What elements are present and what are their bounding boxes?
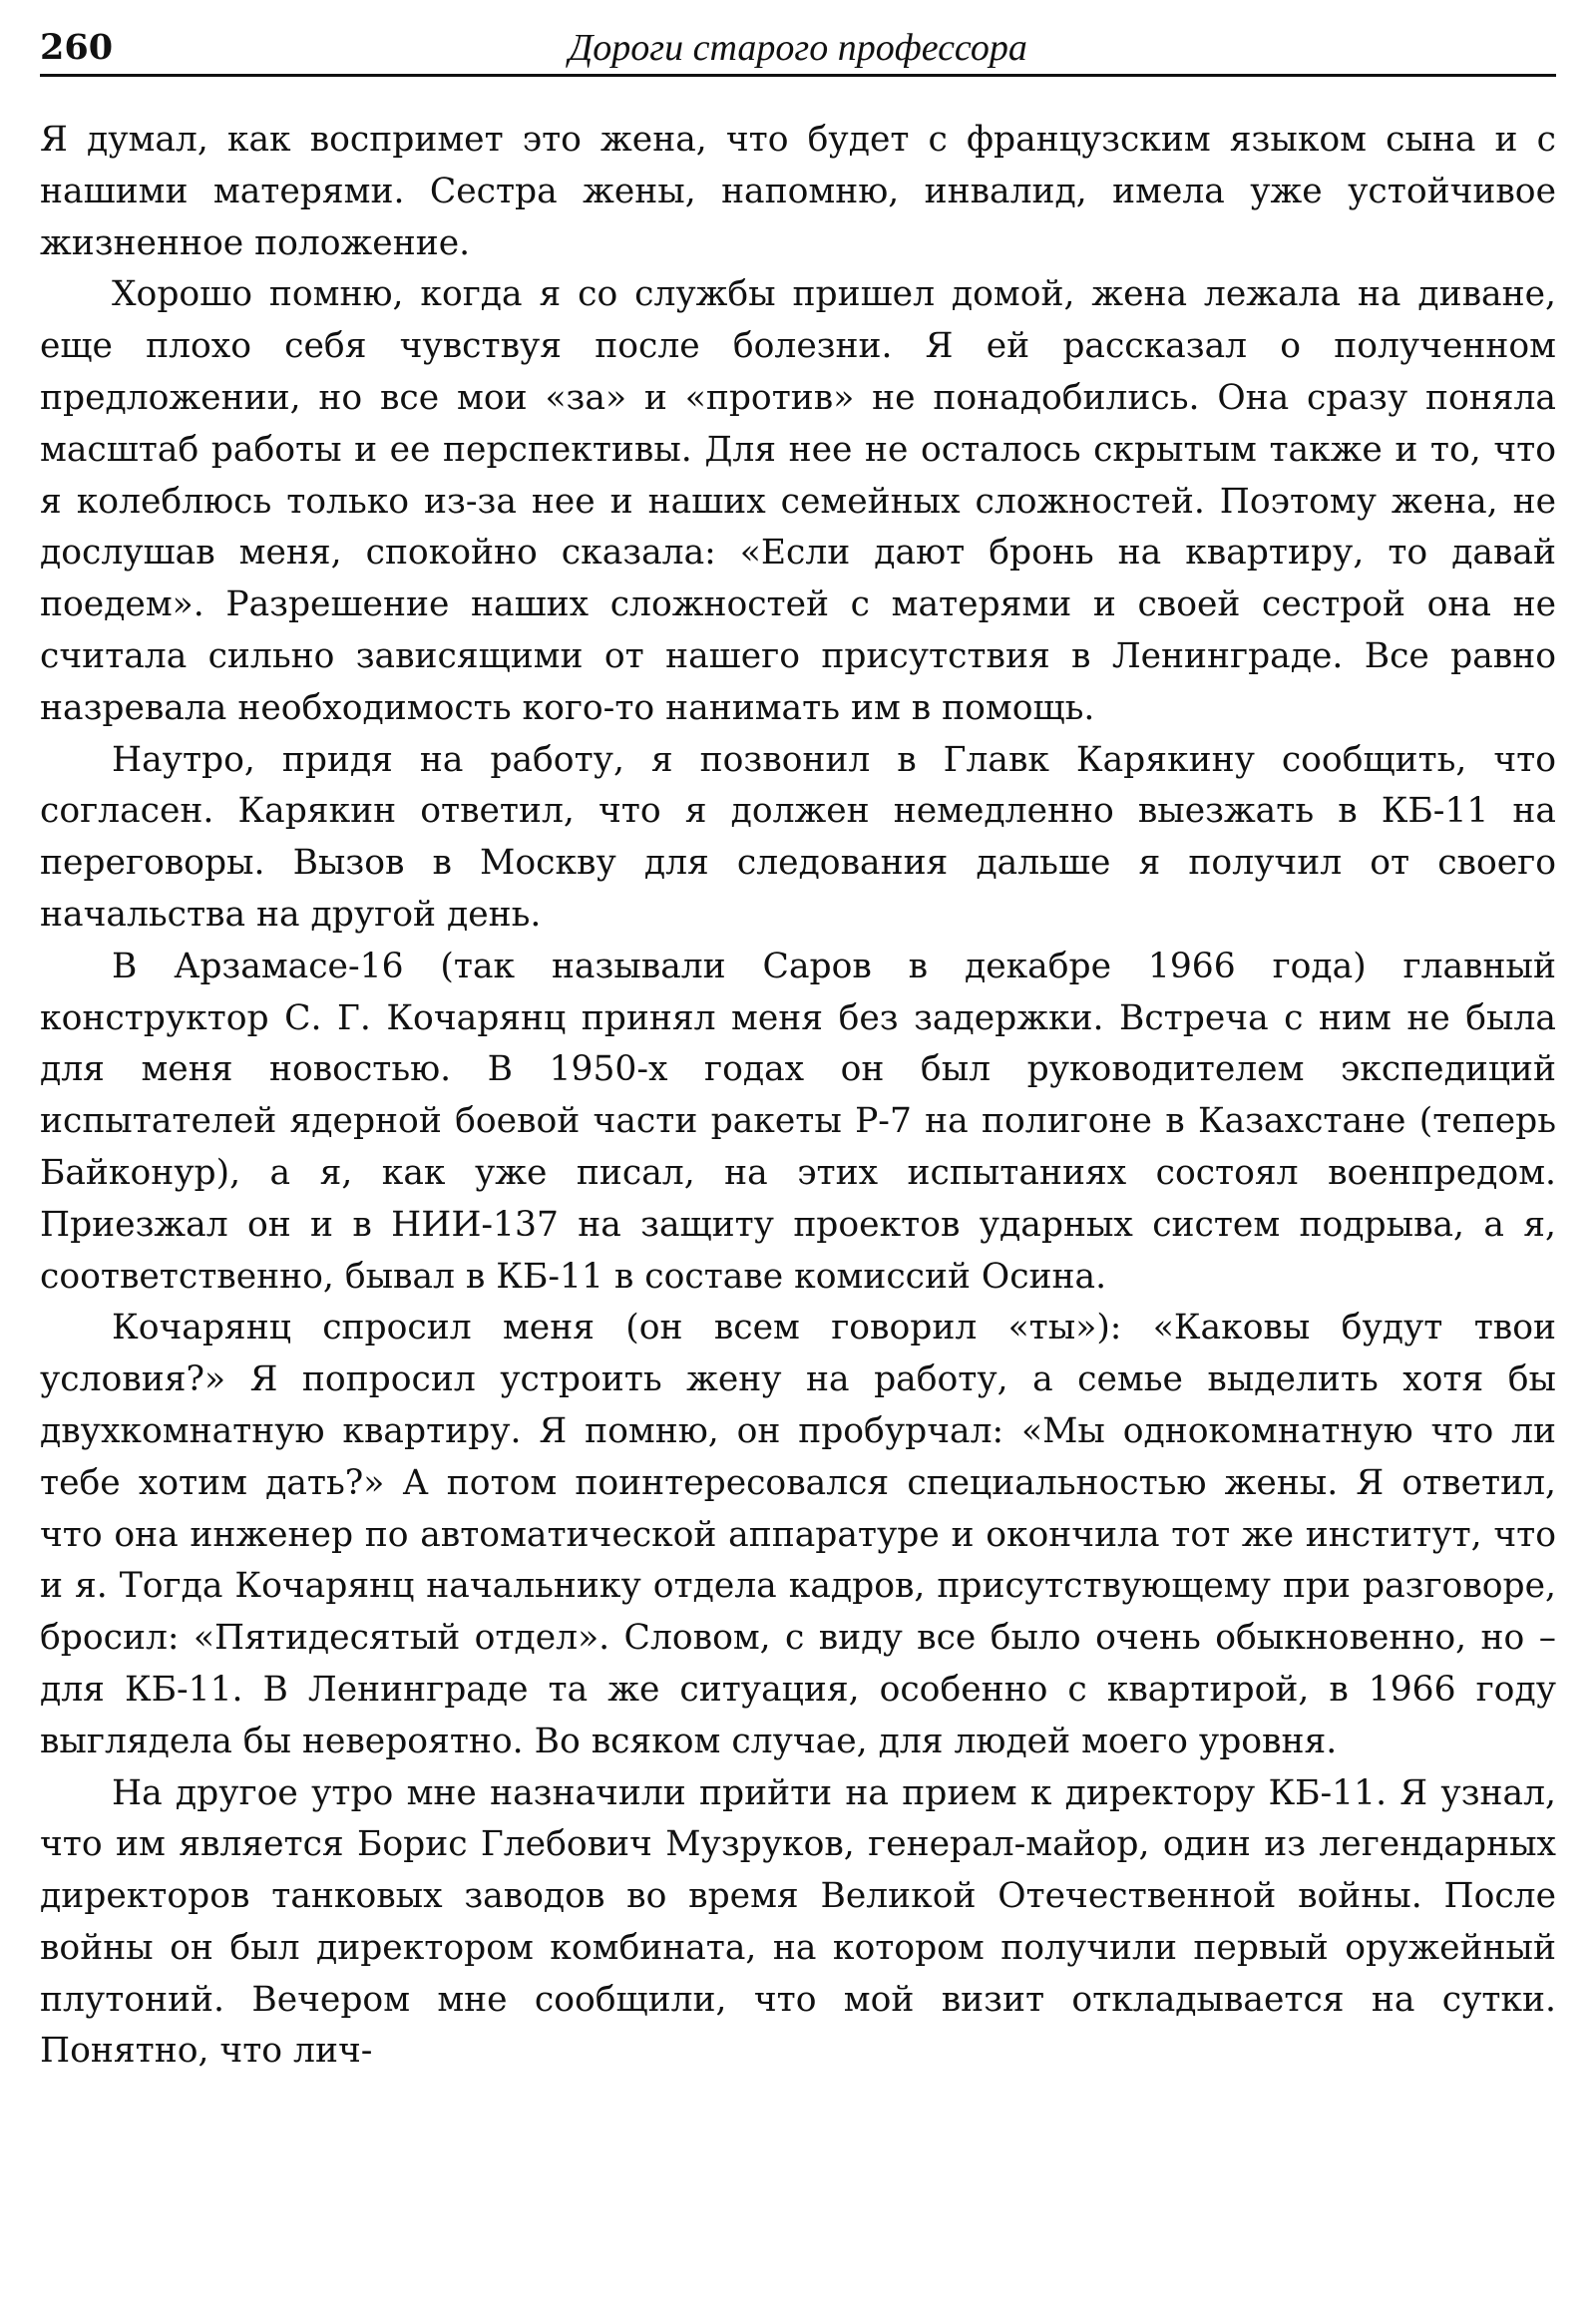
paragraph-1: Я думал, как воспримет это жена, что будет с французским языком сына и с нашими матерями. Сестра жены, напомню, инвалид, имела уже устойчивое жизненное положение. [40, 120, 1556, 263]
running-head [40, 24, 1556, 77]
running-title: Дороги старого профессора [569, 27, 1027, 69]
paragraph-5: Кочарянц спросил меня (он всем говорил «ты»): «Каковы будут твои условия?» Я попросил устроить жену на работу, а семье выделить хотя бы двухкомнатную квартиру. Я помню, он пробурчал: «Мы однокомнатную что ли тебе хотим дать?» А потом поинтересовался специальностью жены. Я ответил, что она инженер по автоматической аппаратуре и окончила тот же институт, что и я. Тогда Кочарянц начальнику отдела кадров, присутствующему при разговоре, бросил: «Пятидесятый отдел». Словом, с виду все было очень обыкновенно, но – для КБ-11. В Ленинграде та же ситуация, особенно с квартирой, в 1966 году выглядела бы невероятно. Во всяком случае, для людей моего уровня. [40, 1308, 1556, 1761]
page-number: 260 [40, 27, 114, 68]
paragraph-3: Наутро, придя на работу, я позвонил в Главк Карякину сообщить, что согласен. Карякин ответил, что я должен немедленно выезжать в КБ-11 на переговоры. Вызов в Москву для следования дальше я получил от своего начальства на другой день. [40, 739, 1556, 935]
paragraph-6: На другое утро мне назначили прийти на прием к директору КБ-11. Я узнал, что им является Борис Глебович Музруков, генерал-майор, один из легендарных директоров танковых заводов во время Великой Отечественной войны. После войны он был директором комбината, на котором получили первый оружейный плутоний. Вечером мне сообщили, что мой визит откладывается на сутки. Понятно, что лич- [40, 1772, 1556, 2072]
paragraph-4: В Арзамасе-16 (так называли Саров в декабре 1966 года) главный конструктор С. Г. Кочарянц принял меня без задержки. Встреча с ним не была для меня новостью. В 1950-х годах он был руководителем экспедиций испытателей ядерной боевой части ракеты Р-7 на полигоне в Казахстане (теперь Байконур), а я, как уже писал, на этих испытаниях состоял военпредом. Приезжал он и в НИИ-137 на защиту проектов ударных систем подрыва, а я, соответственно, бывал в КБ-11 в составе комиссий Осина. [40, 946, 1556, 1297]
book-page [40, 24, 1556, 2288]
paragraph-2: Хорошо помню, когда я со службы пришел домой, жена лежала на диване, еще плохо себя чувствуя после болезни. Я ей рассказал о полученном предложении, но все мои «за» и «против» не понадобились. Она сразу поняла масштаб работы и ее перспективы. Для нее не осталось скрытым также и то, что я колеблюсь только из-за нее и наших семейных сложностей. Поэтому жена, не дослушав меня, спокойно сказала: «Если дают бронь на квартиру, то давай поедем». Разрешение наших сложностей с матерями и своей сестрой она не считала сильно зависящими от нашего присутствия в Ленинграде. Все равно назревала необходимость кого-то нанимать им в помощь. [40, 274, 1556, 728]
body-text [40, 115, 1556, 2078]
